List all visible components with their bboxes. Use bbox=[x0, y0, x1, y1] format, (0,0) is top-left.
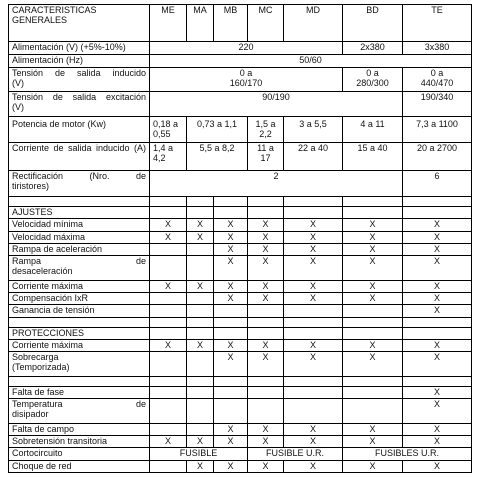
mark-me bbox=[150, 460, 187, 472]
label: Velocidad máxima bbox=[9, 231, 150, 243]
mark-te: X bbox=[403, 460, 472, 472]
label: Velocidad mínima bbox=[9, 219, 150, 231]
row-corriente-inducido bbox=[9, 143, 472, 171]
value-m: 0 a 160/170 bbox=[150, 67, 343, 92]
value-mc: 11 a 17 bbox=[248, 143, 284, 171]
row-alimentacion-hz bbox=[9, 55, 472, 67]
row-ajuste bbox=[9, 243, 472, 255]
value-te: 3x380 bbox=[403, 41, 472, 54]
mark-te: X bbox=[403, 243, 472, 255]
mark-bd: X bbox=[343, 293, 403, 305]
mark-bd: X bbox=[343, 339, 403, 351]
mark-mb: X bbox=[214, 339, 248, 351]
mark-mc: X bbox=[248, 460, 284, 472]
mark-mb: X bbox=[214, 280, 248, 292]
mark-ma bbox=[187, 243, 214, 255]
mark-te: X bbox=[403, 231, 472, 243]
mark-me bbox=[150, 423, 187, 435]
mark-bd: X bbox=[343, 256, 403, 281]
row-alimentacion-v bbox=[9, 41, 472, 54]
mark-ma: X bbox=[187, 219, 214, 231]
header-ma: MA bbox=[187, 5, 214, 42]
mark-md: X bbox=[284, 256, 343, 281]
mark-mc: X bbox=[248, 423, 284, 435]
spacer-row bbox=[9, 197, 472, 207]
mark-te: X bbox=[403, 293, 472, 305]
value-me: 0,18 a 0,55 bbox=[150, 116, 187, 143]
spec-table bbox=[8, 4, 472, 473]
mark-bd: X bbox=[343, 423, 403, 435]
mark-md bbox=[284, 399, 343, 424]
mark-me: X bbox=[150, 231, 187, 243]
mark-mc: X bbox=[248, 280, 284, 292]
label: Corriente máxima bbox=[9, 339, 150, 351]
mark-me bbox=[150, 305, 187, 317]
row-proteccion bbox=[9, 435, 472, 447]
mark-mb: X bbox=[214, 423, 248, 435]
mark-mb: X bbox=[214, 293, 248, 305]
mark-mb bbox=[214, 386, 248, 398]
row-proteccion bbox=[9, 352, 472, 377]
header-me: ME bbox=[150, 5, 187, 42]
mark-md: X bbox=[284, 339, 343, 351]
mark-ma: X bbox=[187, 280, 214, 292]
value-te: 6 bbox=[403, 171, 472, 197]
mark-me bbox=[150, 243, 187, 255]
value-mamb: 5,5 a 8,2 bbox=[187, 143, 248, 171]
mark-md: X bbox=[284, 460, 343, 472]
mark-mc: X bbox=[248, 256, 284, 281]
mark-mb: X bbox=[214, 231, 248, 243]
label: Cortocircuito bbox=[9, 448, 150, 460]
value-m: 220 bbox=[150, 41, 343, 54]
mark-md: X bbox=[284, 231, 343, 243]
mark-te: X bbox=[403, 435, 472, 447]
mark-mc bbox=[248, 305, 284, 317]
mark-me bbox=[150, 386, 187, 398]
mark-mb: X bbox=[214, 435, 248, 447]
mark-te: X bbox=[403, 399, 472, 424]
mark-bd: X bbox=[343, 352, 403, 377]
row-ajuste bbox=[9, 219, 472, 231]
mark-mb: X bbox=[214, 256, 248, 281]
mark-bd bbox=[343, 305, 403, 317]
header-row bbox=[9, 5, 472, 42]
mark-mc bbox=[248, 386, 284, 398]
row-ajuste bbox=[9, 305, 472, 317]
label: Tensión de salida inducido (V) bbox=[9, 67, 150, 92]
mark-mb: X bbox=[214, 460, 248, 472]
value-all: 50/60 bbox=[150, 55, 472, 67]
spacer-row bbox=[9, 376, 472, 386]
row-proteccion bbox=[9, 399, 472, 424]
label: Choque de red bbox=[9, 460, 150, 472]
label: Corriente máxima bbox=[9, 280, 150, 292]
mark-te: X bbox=[403, 423, 472, 435]
mark-te: X bbox=[403, 305, 472, 317]
mark-ma bbox=[187, 352, 214, 377]
value-te: 0 a 440/470 bbox=[403, 67, 472, 92]
label: Sobrecarga (Temporizada) bbox=[9, 352, 150, 377]
mark-md: X bbox=[284, 219, 343, 231]
value-mbd: 2 bbox=[150, 171, 403, 197]
mark-mb bbox=[214, 399, 248, 424]
label: Temperatura de disipador bbox=[9, 399, 150, 424]
header-bd: BD bbox=[343, 5, 403, 42]
row-choque-red bbox=[9, 460, 472, 472]
value-te: 20 a 2700 bbox=[403, 143, 472, 171]
mark-te: X bbox=[403, 219, 472, 231]
row-rectificacion bbox=[9, 171, 472, 197]
label: Alimentación (V) (+5%-10%) bbox=[9, 41, 150, 54]
label: Falta de fase bbox=[9, 386, 150, 398]
mark-bd: X bbox=[343, 460, 403, 472]
mark-te: X bbox=[403, 256, 472, 281]
value-bd: 15 a 40 bbox=[343, 143, 403, 171]
mark-bd: X bbox=[343, 280, 403, 292]
mark-ma bbox=[187, 423, 214, 435]
row-ajuste bbox=[9, 280, 472, 292]
mark-bd bbox=[343, 386, 403, 398]
mark-mc: X bbox=[248, 231, 284, 243]
mark-me bbox=[150, 352, 187, 377]
value-te: 7,3 a 1100 bbox=[403, 116, 472, 143]
mark-ma: X bbox=[187, 231, 214, 243]
mark-mc: X bbox=[248, 243, 284, 255]
value-mbd: 90/190 bbox=[150, 92, 403, 117]
mark-me bbox=[150, 256, 187, 281]
mark-mc: X bbox=[248, 339, 284, 351]
mark-te: X bbox=[403, 386, 472, 398]
row-proteccion bbox=[9, 386, 472, 398]
section-title: PROTECCIONES bbox=[9, 327, 150, 339]
mark-ma: X bbox=[187, 460, 214, 472]
header-mc: MC bbox=[248, 5, 284, 42]
label: Rampa de aceleración bbox=[9, 243, 150, 255]
mark-mc: X bbox=[248, 435, 284, 447]
value-md: 22 a 40 bbox=[284, 143, 343, 171]
mark-bd bbox=[343, 399, 403, 424]
row-tension-excitacion bbox=[9, 92, 472, 117]
mark-te: X bbox=[403, 280, 472, 292]
section-title: AJUSTES bbox=[9, 207, 150, 219]
mark-ma: X bbox=[187, 339, 214, 351]
mark-mb: X bbox=[214, 352, 248, 377]
row-tension-inducido bbox=[9, 67, 472, 92]
header-title: CARACTERISTICAS GENERALES bbox=[9, 5, 150, 42]
value-mc-md: FUSIBLE U.R. bbox=[248, 448, 343, 460]
mark-mb bbox=[214, 305, 248, 317]
mark-ma bbox=[187, 293, 214, 305]
mark-mb: X bbox=[214, 243, 248, 255]
mark-bd: X bbox=[343, 243, 403, 255]
value-te: 190/340 bbox=[403, 92, 472, 117]
label: Potencia de motor (Kw) bbox=[9, 116, 150, 143]
row-cortocircuito bbox=[9, 448, 472, 460]
mark-md: X bbox=[284, 423, 343, 435]
mark-mb: X bbox=[214, 219, 248, 231]
mark-md bbox=[284, 305, 343, 317]
header-md: MD bbox=[284, 5, 343, 42]
mark-mc: X bbox=[248, 293, 284, 305]
label: Rampa de desaceleración bbox=[9, 256, 150, 281]
label: Ganancia de tensión bbox=[9, 305, 150, 317]
spacer-row bbox=[9, 317, 472, 327]
mark-me bbox=[150, 293, 187, 305]
row-ajuste bbox=[9, 256, 472, 281]
label: Alimentación (Hz) bbox=[9, 55, 150, 67]
label: Corriente de salida inducido (A) bbox=[9, 143, 150, 171]
value-mc: 1,5 a 2,2 bbox=[248, 116, 284, 143]
mark-md: X bbox=[284, 293, 343, 305]
label: Rectificación (Nro. de tiristores) bbox=[9, 171, 150, 197]
mark-ma: X bbox=[187, 435, 214, 447]
mark-bd: X bbox=[343, 435, 403, 447]
row-potencia bbox=[9, 116, 472, 143]
mark-me: X bbox=[150, 339, 187, 351]
label: Sobretensión transitoria bbox=[9, 435, 150, 447]
value-bd: 4 a 11 bbox=[343, 116, 403, 143]
mark-ma bbox=[187, 305, 214, 317]
mark-md: X bbox=[284, 435, 343, 447]
mark-te: X bbox=[403, 352, 472, 377]
mark-md: X bbox=[284, 243, 343, 255]
mark-mc: X bbox=[248, 219, 284, 231]
mark-md: X bbox=[284, 352, 343, 377]
value-bd: 2x380 bbox=[343, 41, 403, 54]
mark-me: X bbox=[150, 280, 187, 292]
row-ajuste bbox=[9, 293, 472, 305]
mark-ma bbox=[187, 399, 214, 424]
value-bd-te: FUSIBLES U.R. bbox=[343, 448, 472, 460]
row-ajuste bbox=[9, 231, 472, 243]
header-mb: MB bbox=[214, 5, 248, 42]
mark-te: X bbox=[403, 339, 472, 351]
section-protecciones bbox=[9, 327, 472, 339]
mark-mc bbox=[248, 399, 284, 424]
row-proteccion bbox=[9, 339, 472, 351]
label: Falta de campo bbox=[9, 423, 150, 435]
label: Tensión de salida excitación (V) bbox=[9, 92, 150, 117]
mark-bd: X bbox=[343, 219, 403, 231]
mark-mc: X bbox=[248, 352, 284, 377]
mark-md bbox=[284, 386, 343, 398]
mark-bd: X bbox=[343, 231, 403, 243]
mark-me bbox=[150, 399, 187, 424]
mark-ma bbox=[187, 256, 214, 281]
row-proteccion bbox=[9, 423, 472, 435]
section-ajustes bbox=[9, 207, 472, 219]
label: Compensación IxR bbox=[9, 293, 150, 305]
value-me: 1,4 a 4,2 bbox=[150, 143, 187, 171]
header-te: TE bbox=[403, 5, 472, 42]
value-bd: 0 a 280/300 bbox=[343, 67, 403, 92]
mark-me: X bbox=[150, 219, 187, 231]
mark-me: X bbox=[150, 435, 187, 447]
mark-md: X bbox=[284, 280, 343, 292]
mark-ma bbox=[187, 386, 214, 398]
value-me-mb: FUSIBLE bbox=[150, 448, 248, 460]
value-mamb: 0,73 a 1,1 bbox=[187, 116, 248, 143]
value-md: 3 a 5,5 bbox=[284, 116, 343, 143]
